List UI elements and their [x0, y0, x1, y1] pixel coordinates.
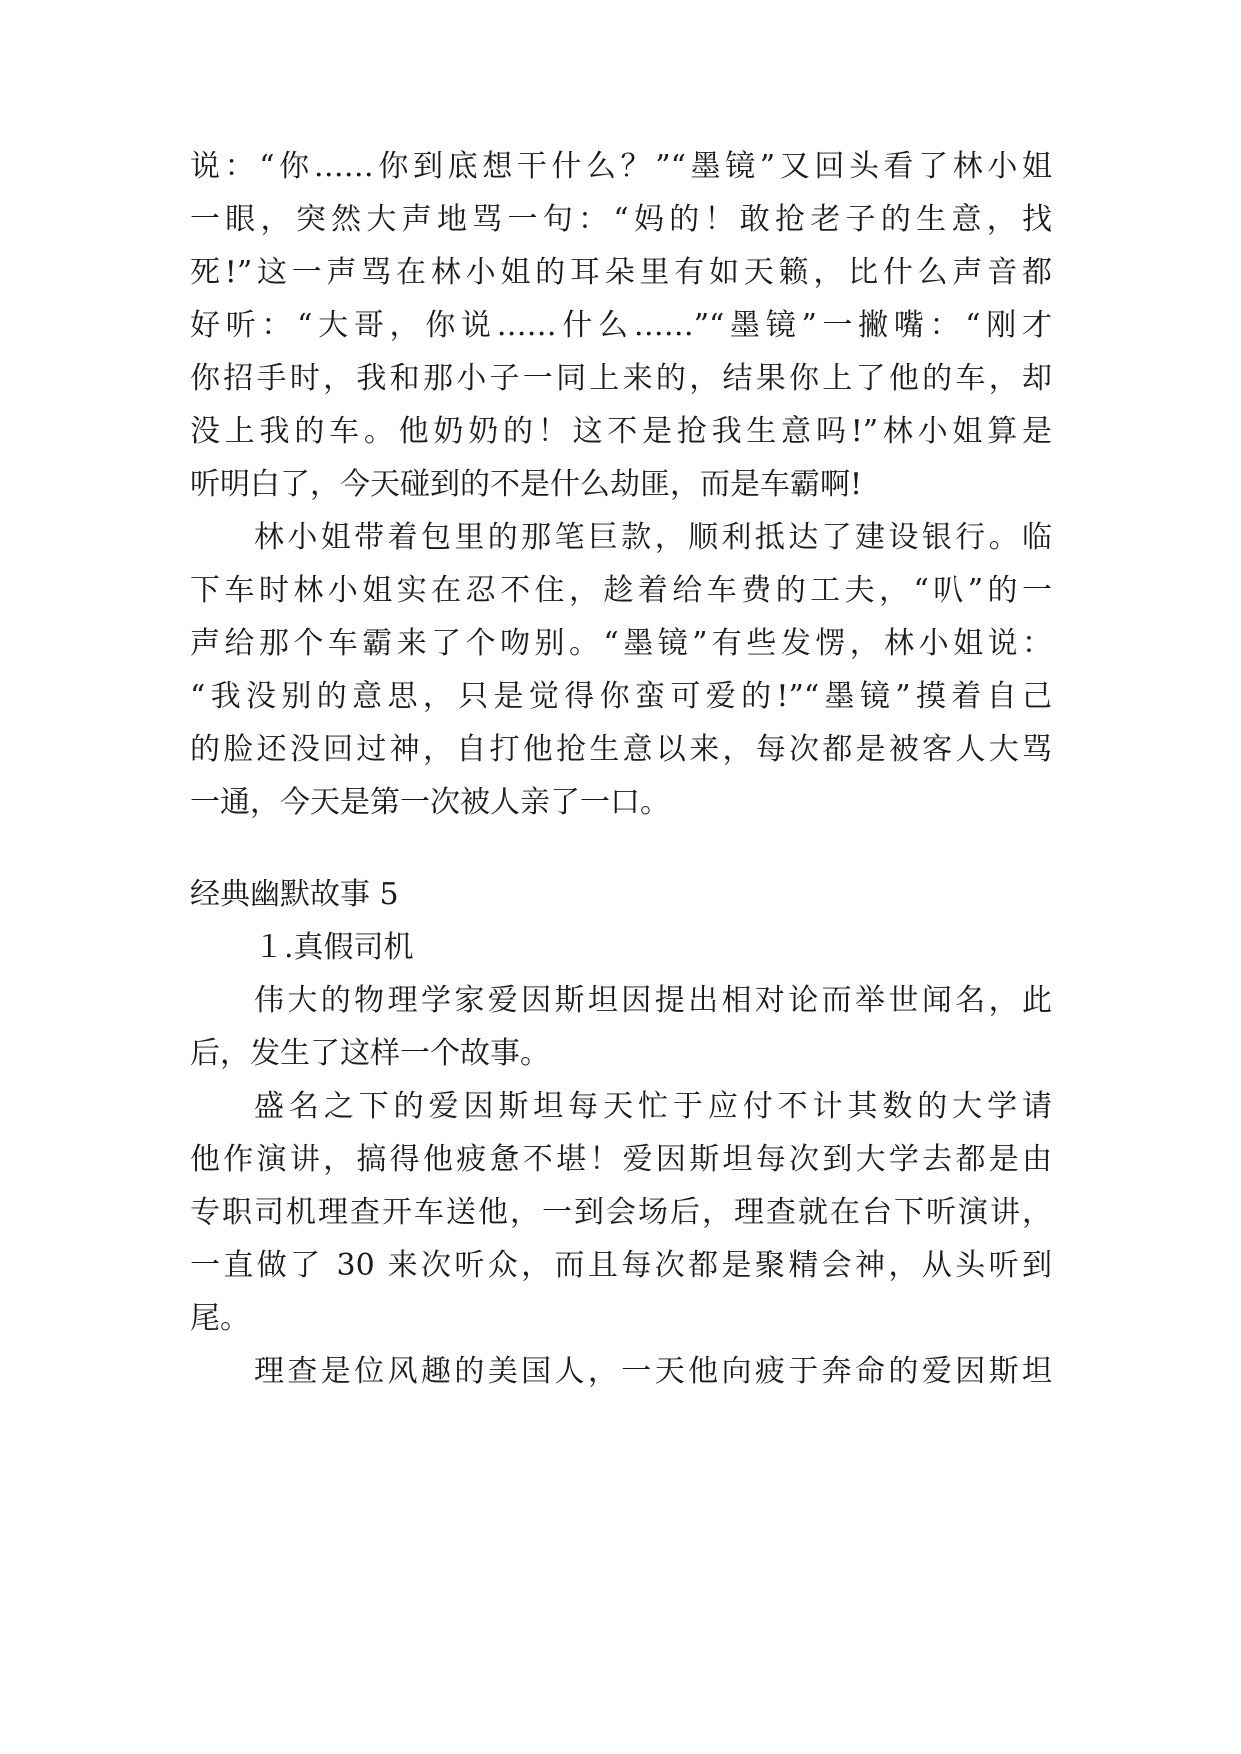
text-line: 你招手时，我和那小子一同上来的，结果你上了他的车，却	[190, 361, 1052, 396]
paragraph-first-line: 盛名之下的爱因斯坦每天忙于应付不计其数的大学请	[254, 1089, 1052, 1124]
text-line: 听明白了，今天碰到的不是什么劫匪，而是车霸啊!	[190, 467, 863, 502]
text-line: 的脸还没回过神，自打他抢生意以来，每次都是被客人大骂	[190, 732, 1052, 767]
text-line: 死!”这一声骂在林小姐的耳朵里有如天籁，比什么声音都	[190, 255, 1052, 290]
paragraph-first-line: 理查是位风趣的美国人，一天他向疲于奔命的爱因斯坦	[254, 1354, 1052, 1389]
paragraph-first-line: 伟大的物理学家爱因斯坦因提出相对论而举世闻名，此	[254, 983, 1052, 1018]
text-line: 说：“你……你到底想干什么？”“墨镜”又回头看了林小姐	[190, 149, 1052, 184]
text-line: 好听：“大哥，你说……什么……”“墨镜”一撇嘴：“刚才	[190, 308, 1052, 343]
paragraph-first-line: 林小姐带着包里的那笔巨款，顺利抵达了建设银行。临	[254, 520, 1052, 555]
text-line: 一眼，突然大声地骂一句：“妈的！敢抢老子的生意，找	[190, 202, 1052, 237]
text-line: 专职司机理查开车送他，一到会场后，理查就在台下听演讲，	[190, 1195, 1052, 1230]
text-line: 一通，今天是第一次被人亲了一口。	[190, 785, 670, 820]
text-line: 尾。	[190, 1301, 250, 1336]
text-line: 一直做了 30 来次听众，而且每次都是聚精会神，从头听到	[190, 1248, 1052, 1283]
story-title: １.真假司机	[254, 930, 414, 965]
section-heading: 经典幽默故事 5	[190, 877, 399, 912]
text-line: 声给那个车霸来了个吻别。“墨镜”有些发愣，林小姐说：	[190, 626, 1052, 661]
text-line: 下车时林小姐实在忍不住，趁着给车费的工夫，“叭”的一	[190, 573, 1052, 608]
text-line: 他作演讲，搞得他疲惫不堪！爱因斯坦每次到大学去都是由	[190, 1142, 1052, 1177]
text-line: 没上我的车。他奶奶的！这不是抢我生意吗!”林小姐算是	[190, 414, 1052, 449]
text-line: “我没别的意思，只是觉得你蛮可爱的!”“墨镜”摸着自己	[190, 679, 1052, 714]
text-line: 后，发生了这样一个故事。	[190, 1036, 550, 1071]
